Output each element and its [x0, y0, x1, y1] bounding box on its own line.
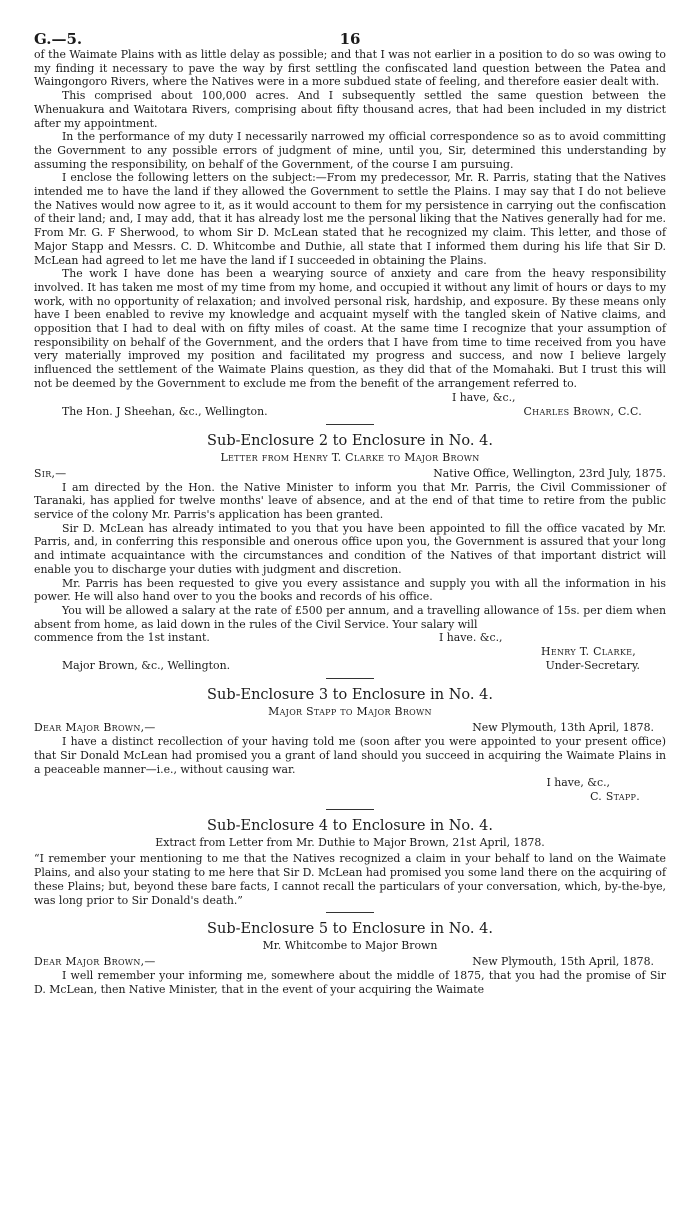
section-subheading: Letter from Henry T. Clarke to Major Brown	[220, 450, 480, 464]
place-date: New Plymouth, 15th April, 1878.	[472, 955, 654, 969]
closing: I have, &c.,	[546, 776, 610, 790]
signature-line	[34, 405, 666, 419]
section-heading: Sub-Enclosure 5 to Enclosure in No. 4.	[207, 921, 493, 938]
section-divider	[326, 809, 374, 810]
section-heading: Sub-Enclosure 3 to Enclosure in No. 4.	[207, 687, 493, 704]
section-divider	[326, 912, 374, 913]
salutation: Dear Major Brown,—	[34, 955, 156, 969]
salutation-line	[34, 955, 666, 969]
paragraph: In the performance of my duty I necessarily narrowed my official correspondence so as to avoid committing the Government to any possible errors of judgment of mine, until you, Sir, determined this understanding by assuming the responsibility, on behalf of the Government, of the course I am pursuing.	[34, 130, 666, 171]
addressee: The Hon. J Sheehan, &c., Wellington.	[62, 404, 268, 418]
signature-line	[34, 645, 666, 659]
paragraph-end: commence from the 1st instant.	[34, 631, 210, 645]
closing-line	[34, 391, 666, 405]
section-divider	[326, 678, 374, 679]
quoted-paragraph: “I remember your mentioning to me that the Natives recognized a claim in your behalf to land on the Waimate Plains, and also your stating to me here that Sir D. McLean had promised you some land there on the acquiring of these Plains; but, beyond these bare facts, I cannot recall the particulars of your conversation, which, by-the-bye, was long prior to Sir Donald's death.”	[34, 852, 666, 907]
paragraph: The work I have done has been a wearying source of anxiety and care from the heavy responsibility involved. It has taken me most of my time from my home, and occupied it without any limit of hours or days to my work, with no opportunity of relaxation; and involved personal risk, hardship, and exposure. By these means only have I been enabled to revive my knowledge and acquaint myself with the tangled skein of Native claims, and opposition that I had to deal with on fifty miles of coast. At the same time I recognize that your assumption of responsibility on behalf of the Government, and the orders that I have from time to time received from you have very materially improved my position and facilitated my progress and success, and now I believe largely influenced the settlement of the Waimate Plains question, as they did that of the Momahaki. But I trust this will not be deemed by the Government to exclude me from the benefit of the arrangement referred to.	[34, 267, 666, 390]
paragraph: I am directed by the Hon. the Native Minister to inform you that Mr. Parris, the Civil Commissioner of Taranaki, has applied for twelve months' leave of absence, and at the end of that time to retire from the public service of the colony Mr. Parris's application has been granted.	[34, 480, 666, 521]
section-divider	[326, 424, 374, 425]
signature-line	[34, 790, 666, 804]
section-heading: Sub-Enclosure 4 to Enclosure in No. 4.	[207, 818, 493, 835]
signature: Henry T. Clarke,	[541, 645, 636, 659]
salutation: Dear Major Brown,—	[34, 721, 156, 735]
signatory-title: Under-Secretary.	[545, 659, 640, 673]
salutation: Sir,—	[34, 466, 67, 480]
section-subheading: Mr. Whitcombe to Major Brown	[262, 939, 438, 953]
salutation-line	[34, 721, 666, 735]
closing: I have, &c.,	[452, 390, 516, 404]
paragraph: This comprised about 100,000 acres. And I subsequently settled the same question between the Whenuakura and Waitotara Rivers, comprising about fifty thousand acres, that had been included in my district after my appointment.	[34, 89, 666, 130]
closing: I have. &c.,	[439, 631, 503, 645]
section-subheading: Extract from Letter from Mr. Duthie to Major Brown, 21st April, 1878.	[155, 836, 545, 850]
section-heading: Sub-Enclosure 2 to Enclosure in No. 4.	[207, 432, 493, 449]
place-date: New Plymouth, 13th April, 1878.	[472, 721, 654, 735]
section-subheading: Major Stapp to Major Brown	[268, 705, 432, 719]
closing-line	[34, 631, 666, 645]
paragraph: You will be allowed a salary at the rate of £500 per annum, and a travelling allowance of 15s. per diem when absent from home, as laid down in the rules of the Civil Service. Your salary will	[34, 603, 666, 631]
place-date: Native Office, Wellington, 23rd July, 1875.	[433, 466, 666, 480]
addressee: Major Brown, &c., Wellington.	[62, 659, 231, 673]
paragraph: Sir D. McLean has already intimated to you that you have been appointed to fill the office vacated by Mr. Parris, and, in conferring this responsible and onerous office upon you, the Government is assured that your long and intimate acquaintance with the circumstances and condition of the Natives of that important district will enable you to discharge your duties with judgment and discretion.	[34, 521, 666, 576]
paragraph: I well remember your informing me, somewhere about the middle of 1875, that you had the promise of Sir D. McLean, then Native Minister, that in the event of your acquiring the Waimate	[34, 969, 666, 996]
document-page	[34, 0, 666, 997]
paragraph: of the Waimate Plains with as little delay as possible; and that I was not earlier in a position to do so was owing to my finding it necessary to pave the way by first settling the confiscated land question between the Patea and Waingongoro Rivers, where the Natives were in a more subdued state of feeling, and therefore easier dealt with.	[34, 48, 666, 89]
closing-line	[34, 776, 666, 790]
salutation-line	[34, 467, 666, 481]
paragraph: I enclose the following letters on the subject:—From my predecessor, Mr. R. Parris, stating that the Natives intended me to have the land if they allowed the Government to settle the Plains. I may say that I do not believe the Natives would now agree to it, as it would account to them for my persistence in carrying out the confiscation of their land; and, I may add, that it has already lost me the personal liking that the Natives generally had for me. From Mr. G. F Sherwood, to whom Sir D. McLean stated that he recognized my claim. This letter, and those of Major Stapp and Messrs. C. D. Whitcombe and Duthie, all state that I informed them during his life that Sir D. McLean had agreed to let me have the land if I succeeded in obtaining the Plains.	[34, 171, 666, 267]
paragraph: I have a distinct recollection of your having told me (soon after you were appointed to your present office) that Sir Donald McLean had promised you a grant of land should you succeed in acquiring the Waimate Plains in a peaceable manner—i.e., without causing war.	[34, 735, 666, 776]
signature: C. Stapp.	[590, 790, 640, 804]
page-number: 16	[339, 30, 361, 48]
signature: Charles Brown, C.C.	[523, 404, 642, 418]
page-header	[34, 0, 666, 48]
paragraph: Mr. Parris has been requested to give you every assistance and supply you with all the information in his power. He will also hand over to you the books and records of his office.	[34, 576, 666, 604]
addressee-line	[34, 659, 666, 673]
document-reference: G.—5.	[34, 30, 83, 48]
